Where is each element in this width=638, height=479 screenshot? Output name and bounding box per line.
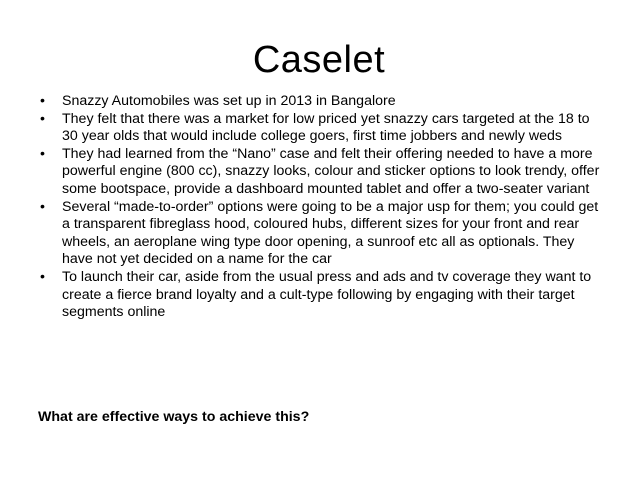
bullet-item (38, 269, 606, 322)
bullet-marker: • (40, 110, 45, 127)
bullet-text: They felt that there was a market for low priced yet snazzy cars targeted at the 18 to 30 year olds that would include college goers, first time jobbers and newly weds (62, 110, 590, 145)
bullet-item (38, 93, 606, 111)
bullet-text: Snazzy Automobiles was set up in 2013 in Bangalore (62, 93, 396, 109)
closing-question: What are effective ways to achieve this? (38, 409, 310, 425)
bullet-marker: • (40, 268, 45, 285)
slide-title: Caselet (252, 39, 386, 81)
bullet-marker: • (40, 145, 45, 162)
bullet-list (38, 93, 606, 322)
bullet-text: Several “made-to-order” options were going to be a major usp for them; you could get a transparent fibreglass hood, coloured hubs, different sizes for your front and rear wheels, an aeroplane wing type door opening, a sunroof etc all as optionals. They have not yet decided on a name for the car (62, 198, 599, 268)
bullet-item (38, 199, 606, 269)
bullet-item (38, 146, 606, 199)
bullet-marker: • (40, 198, 45, 215)
bullet-marker: • (40, 93, 45, 109)
bullet-text: To launch their car, aside from the usual press and ads and tv coverage they want to create a fierce brand loyalty and a cult-type following by engaging with their target segments online (62, 268, 592, 321)
bullet-text: They had learned from the “Nano” case and felt their offering needed to have a more powerful engine (800 cc), snazzy looks, colour and sticker options to look trendy, offer some bootspace, provide a dashboard mounted tablet and offer a two-seater variant (62, 145, 600, 197)
bullet-item (38, 111, 606, 146)
